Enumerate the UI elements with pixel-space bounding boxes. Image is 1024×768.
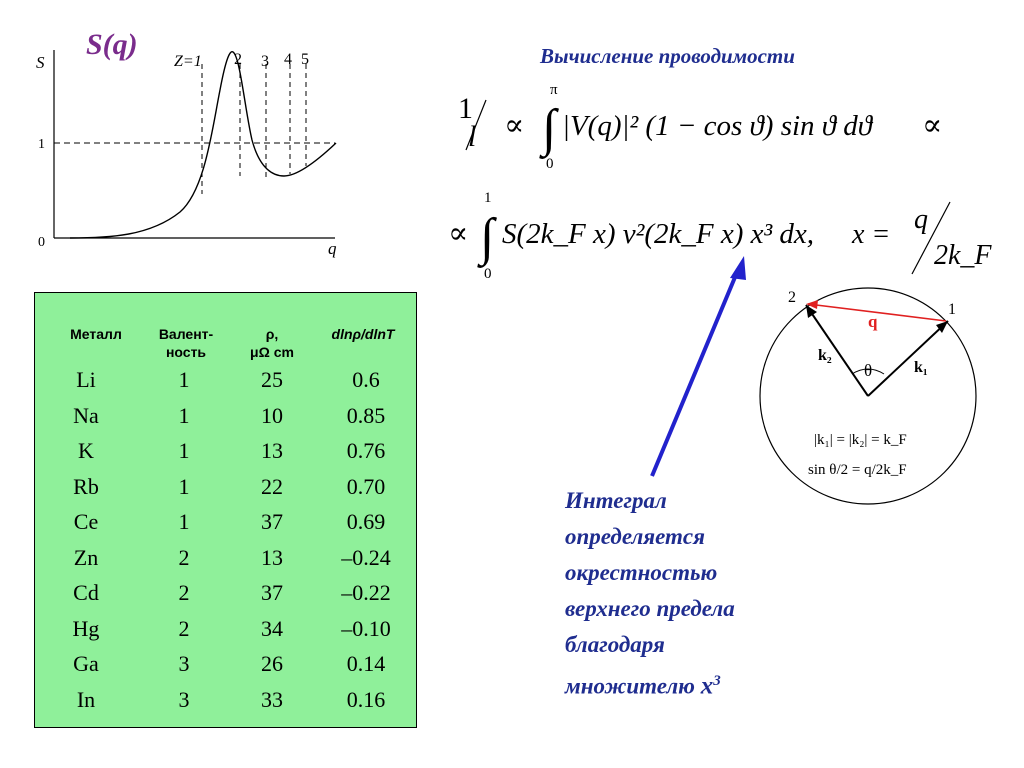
q-label: q [868, 312, 878, 331]
integrand-2: S(2k_F x) v²(2k_F x) x³ dx, [502, 218, 815, 250]
k2-vector [806, 305, 868, 396]
integral-sign-2: ∫ [480, 209, 495, 266]
lhs-denominator: l [468, 120, 477, 153]
relation-1: |k₁| = |k₂| = k_F [814, 432, 907, 448]
integral2-upper: 1 [484, 190, 492, 206]
marker-label-1: Z=1 [174, 53, 202, 70]
arrow-head [730, 256, 746, 280]
cell-dlog: 0.16 [346, 686, 386, 712]
cell-dlog: 0.69 [346, 509, 386, 534]
cell-valence: 3 [178, 651, 190, 676]
cell-rho: 25 [261, 367, 283, 392]
integral-note [565, 483, 795, 705]
cell-metal: In [76, 686, 96, 712]
x-definition-lhs: x = [852, 219, 891, 250]
cell-valence: 2 [178, 615, 190, 641]
cell-rho: 34 [261, 615, 283, 641]
cell-dlog: 0.76 [346, 438, 386, 463]
cell-valence: 1 [178, 473, 190, 499]
cell-metal: Na [73, 402, 99, 428]
point-1-label: 1 [948, 301, 956, 318]
cell-metal: Hg [72, 615, 100, 641]
marker-label-2: 2 [234, 51, 242, 68]
note-line-2: определяется [565, 524, 705, 549]
k1-label: k₁ [914, 359, 928, 376]
marker-label-5: 5 [301, 51, 309, 68]
header-metal: Металл [70, 326, 122, 342]
cell-rho: 26 [261, 651, 283, 676]
cell-valence: 2 [178, 580, 190, 605]
cell-metal: Li [76, 367, 96, 392]
note-line-1: Интеграл [565, 488, 667, 513]
cell-dlog: 0.6 [352, 367, 380, 392]
x-axis-label: q [328, 239, 337, 258]
cell-valence: 3 [178, 686, 190, 712]
note-last-line: множителю [565, 673, 695, 699]
cell-metal: Zn [73, 544, 99, 570]
cell-valence: 1 [178, 438, 190, 463]
header-valence-line1: Валент- [158, 326, 214, 342]
relation-2: sin θ/2 = q/2k_F [808, 462, 907, 478]
metals-table [34, 292, 417, 728]
note-exponent: 3 [713, 673, 721, 689]
cell-rho: 37 [261, 509, 283, 534]
cell-metal: K [78, 438, 94, 463]
header-valence [141, 325, 231, 361]
origin-label: 0 [38, 235, 45, 250]
header-valence-line2: ность [165, 344, 207, 360]
integrand-1: |V(q)|² (1 − cos ϑ) sin ϑ dϑ [562, 110, 872, 142]
cell-rho: 13 [261, 544, 283, 570]
header-dlog: dlnρ/dlnT [331, 326, 395, 342]
x-definition-denominator: 2k_F [934, 240, 992, 271]
cell-dlog: 0.85 [346, 402, 386, 428]
cell-valence: 1 [178, 402, 190, 428]
k2-label: k₂ [818, 347, 832, 364]
pointer-arrow [630, 248, 760, 488]
cell-rho: 10 [261, 402, 283, 428]
note-line-4: верхнего предела [565, 596, 735, 621]
k1-vector [868, 321, 948, 396]
cell-rho: 37 [261, 580, 283, 605]
lhs-numerator: 1 [458, 92, 473, 125]
cell-metal: Rb [73, 473, 99, 499]
cell-rho: 33 [261, 686, 283, 712]
arrow-shaft [652, 270, 738, 476]
cell-rho: 13 [261, 438, 283, 463]
note-line-6 [565, 663, 795, 705]
header-rho-line1: ρ, [265, 326, 279, 342]
cell-rho: 22 [261, 473, 283, 499]
cell-metal: Ga [73, 651, 99, 676]
plot-title: S(q) [86, 28, 138, 61]
sq-curve [70, 52, 336, 238]
x-definition-numerator: q [914, 204, 928, 235]
formula-title: Вычисление проводимости [540, 44, 795, 68]
cell-dlog: 0.14 [346, 651, 386, 676]
cell-dlog: –0.24 [341, 544, 391, 570]
integral1-upper: π [550, 82, 558, 98]
propto-symbol-1: ∝ [504, 109, 525, 142]
cell-dlog: –0.10 [341, 615, 391, 641]
integral1-lower: 0 [546, 156, 554, 172]
structure-factor-plot [0, 0, 360, 270]
integral2-lower: 0 [484, 266, 492, 282]
note-line-3: окрестностью [565, 560, 718, 585]
header-rho-line2: μΩ cm [250, 344, 294, 360]
marker-label-3: 3 [261, 53, 269, 70]
integral-sign-1: ∫ [542, 100, 557, 157]
note-variable: x [700, 672, 714, 700]
point-2-label: 2 [788, 289, 796, 306]
marker-label-4: 4 [284, 51, 292, 68]
cell-metal: Cd [73, 580, 99, 605]
propto-symbol-2: ∝ [922, 109, 943, 142]
y-axis-label: S [36, 53, 45, 72]
scattering-diagram [748, 284, 1008, 510]
cell-valence: 1 [178, 367, 190, 392]
y-tick-one: 1 [38, 137, 45, 152]
header-resistivity [227, 325, 317, 361]
cell-valence: 2 [178, 544, 190, 570]
cell-valence: 1 [178, 509, 190, 534]
cell-dlog: 0.70 [346, 473, 386, 499]
propto-symbol-3: ∝ [448, 217, 469, 250]
note-line-5: благодаря [565, 632, 665, 657]
cell-metal: Ce [73, 509, 99, 534]
cell-dlog: –0.22 [341, 580, 391, 605]
theta-label: θ [864, 361, 873, 380]
